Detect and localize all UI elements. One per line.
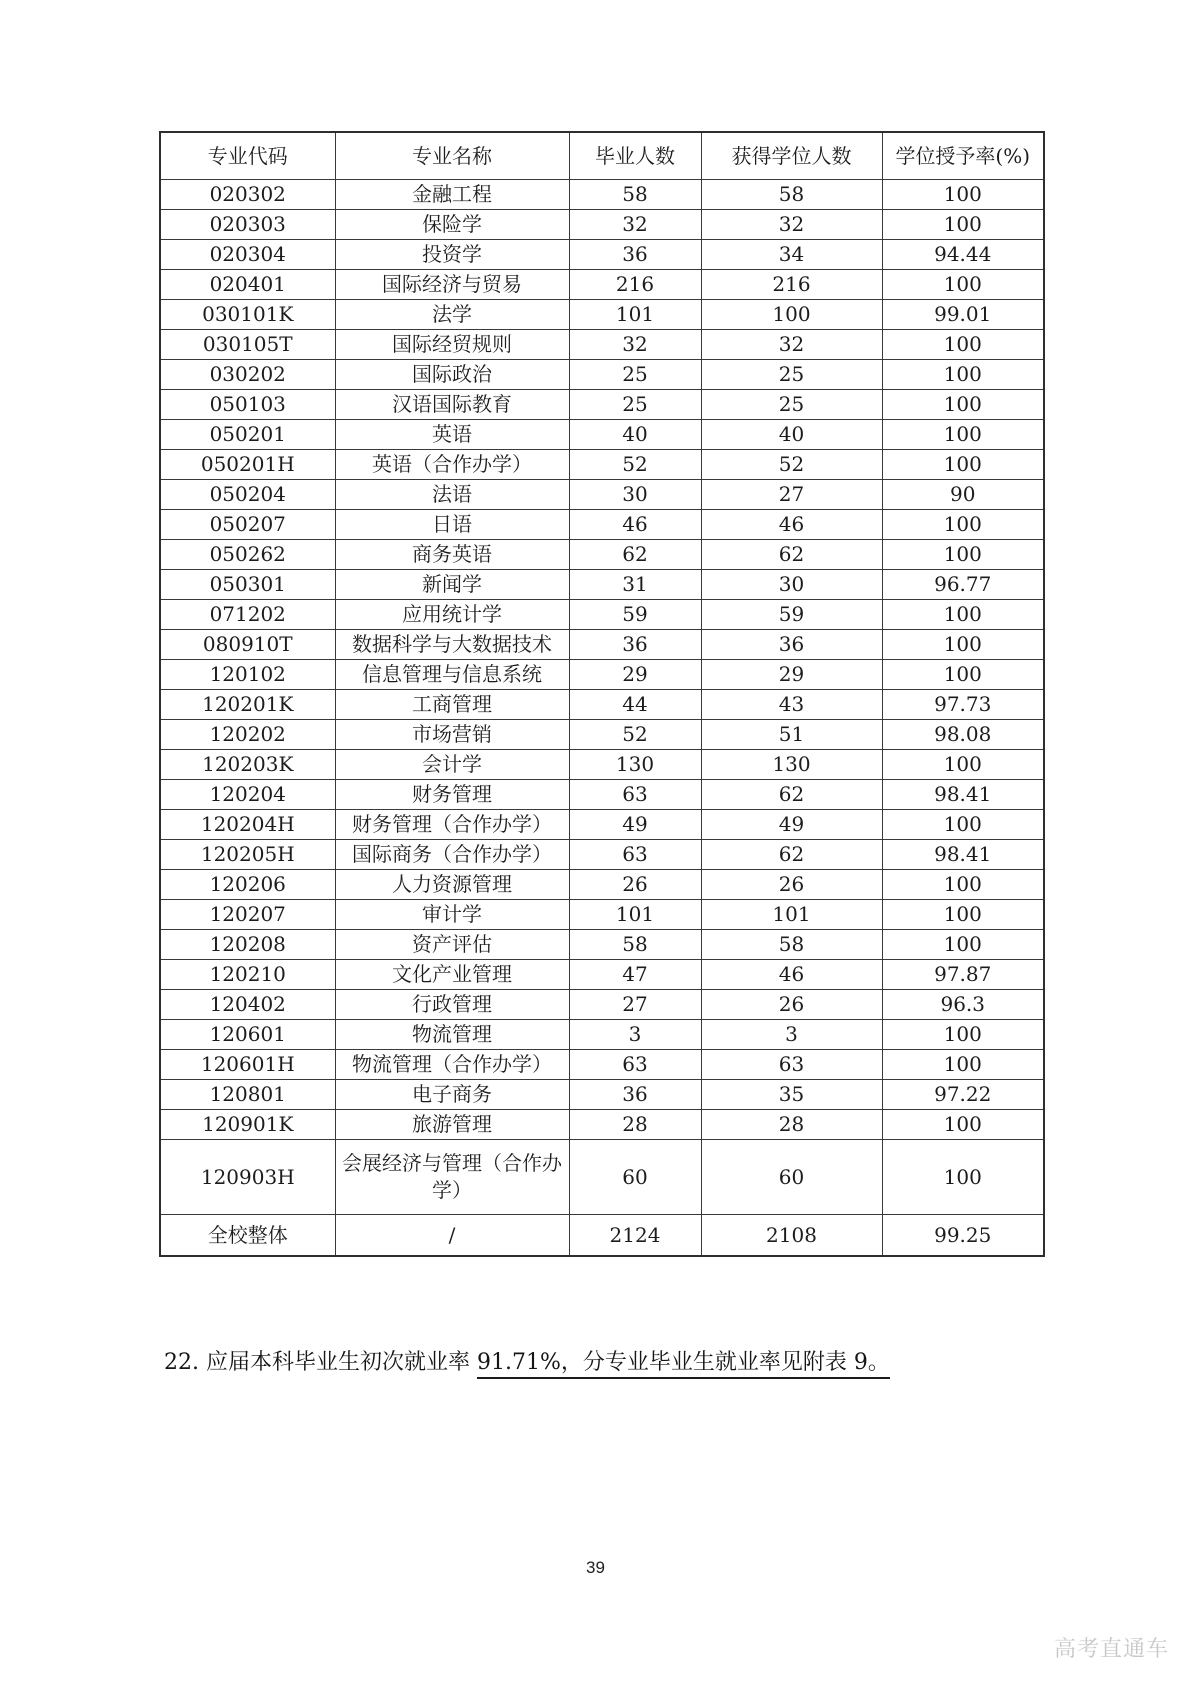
table-cell: 59	[701, 600, 882, 630]
table-cell: 100	[882, 360, 1044, 390]
table-cell: 100	[882, 420, 1044, 450]
table-cell: 58	[569, 930, 701, 960]
table-cell: 25	[701, 390, 882, 420]
table-row	[160, 630, 1044, 660]
table-cell: 26	[701, 870, 882, 900]
table-cell: 120207	[160, 900, 335, 930]
note-underlined: 91.71%，分专业毕业生就业率见附表 9。	[477, 1350, 890, 1379]
table-cell: 法语	[335, 480, 569, 510]
table-cell: 120205H	[160, 840, 335, 870]
table-total-row	[160, 1215, 1044, 1257]
table-cell: 27	[569, 990, 701, 1020]
table-cell: 99.25	[882, 1215, 1044, 1257]
table-row	[160, 690, 1044, 720]
table-cell: 101	[701, 900, 882, 930]
table-row	[160, 810, 1044, 840]
table-row	[160, 300, 1044, 330]
table-cell: 100	[882, 870, 1044, 900]
table-cell: 120402	[160, 990, 335, 1020]
table-cell: 120601	[160, 1020, 335, 1050]
table-row	[160, 720, 1044, 750]
table-row	[160, 390, 1044, 420]
table-cell: 63	[701, 1050, 882, 1080]
table-cell: 会计学	[335, 750, 569, 780]
table-cell: 020302	[160, 180, 335, 210]
table-row	[160, 180, 1044, 210]
table-cell: 080910T	[160, 630, 335, 660]
table-cell: 98.41	[882, 840, 1044, 870]
table-cell: 32	[569, 210, 701, 240]
table-cell: 97.22	[882, 1080, 1044, 1110]
table-cell: 62	[569, 540, 701, 570]
table-cell: 46	[701, 510, 882, 540]
table-cell: 26	[569, 870, 701, 900]
table-cell: 130	[701, 750, 882, 780]
table-cell: 52	[569, 720, 701, 750]
table-cell: 投资学	[335, 240, 569, 270]
table-cell: 物流管理	[335, 1020, 569, 1050]
table-cell: 216	[569, 270, 701, 300]
table-row	[160, 1080, 1044, 1110]
table-cell: 98.41	[882, 780, 1044, 810]
table-cell: 120601H	[160, 1050, 335, 1080]
table-row	[160, 240, 1044, 270]
table-cell: 120201K	[160, 690, 335, 720]
table-cell: 32	[569, 330, 701, 360]
table-cell: 120204H	[160, 810, 335, 840]
column-header: 专业名称	[335, 132, 569, 180]
table-row	[160, 450, 1044, 480]
table-cell: 文化产业管理	[335, 960, 569, 990]
table-row	[160, 960, 1044, 990]
table-cell: 30	[569, 480, 701, 510]
note-text	[164, 1346, 1084, 1379]
table-row	[160, 600, 1044, 630]
table-cell: 工商管理	[335, 690, 569, 720]
table-cell: 020304	[160, 240, 335, 270]
table-cell: 35	[701, 1080, 882, 1110]
table-cell: 29	[569, 660, 701, 690]
table-cell: 36	[569, 240, 701, 270]
table-cell: 国际经贸规则	[335, 330, 569, 360]
table-cell: 32	[701, 330, 882, 360]
table-cell: 050207	[160, 510, 335, 540]
table-cell: 050103	[160, 390, 335, 420]
table-row	[160, 270, 1044, 300]
table-row	[160, 870, 1044, 900]
table-cell: 27	[701, 480, 882, 510]
table-header-row	[160, 132, 1044, 180]
table-cell: 101	[569, 900, 701, 930]
table-cell: 59	[569, 600, 701, 630]
table-cell: 63	[569, 840, 701, 870]
table-cell: 会展经济与管理（合作办学）	[335, 1140, 569, 1215]
table-cell: 44	[569, 690, 701, 720]
table-cell: 100	[882, 630, 1044, 660]
table-cell: 人力资源管理	[335, 870, 569, 900]
table-cell: 100	[882, 510, 1044, 540]
table-cell: 28	[569, 1110, 701, 1140]
table-cell: 应用统计学	[335, 600, 569, 630]
table-cell: 101	[569, 300, 701, 330]
table-row	[160, 780, 1044, 810]
table-body	[160, 180, 1044, 1257]
table-cell: /	[335, 1215, 569, 1257]
table-row	[160, 1050, 1044, 1080]
table-cell: 94.44	[882, 240, 1044, 270]
table-cell: 34	[701, 240, 882, 270]
table-cell: 电子商务	[335, 1080, 569, 1110]
table-cell: 28	[701, 1110, 882, 1140]
table-cell: 信息管理与信息系统	[335, 660, 569, 690]
table-cell: 市场营销	[335, 720, 569, 750]
table-cell: 100	[882, 810, 1044, 840]
table-row	[160, 360, 1044, 390]
table-cell: 100	[882, 1140, 1044, 1215]
table-cell: 120102	[160, 660, 335, 690]
table-cell: 120901K	[160, 1110, 335, 1140]
table-row	[160, 330, 1044, 360]
table-cell: 97.73	[882, 690, 1044, 720]
table-cell: 120903H	[160, 1140, 335, 1215]
table-cell: 36	[701, 630, 882, 660]
table-row	[160, 540, 1044, 570]
column-header: 毕业人数	[569, 132, 701, 180]
table-cell: 49	[569, 810, 701, 840]
table-cell: 100	[882, 270, 1044, 300]
table-cell: 36	[569, 630, 701, 660]
table-cell: 100	[882, 330, 1044, 360]
table-cell: 96.77	[882, 570, 1044, 600]
table-cell: 100	[882, 450, 1044, 480]
table-cell: 行政管理	[335, 990, 569, 1020]
table-cell: 40	[701, 420, 882, 450]
column-header: 专业代码	[160, 132, 335, 180]
table-cell: 100	[882, 660, 1044, 690]
table-cell: 050262	[160, 540, 335, 570]
table-cell: 030202	[160, 360, 335, 390]
table-cell: 51	[701, 720, 882, 750]
table-cell: 58	[701, 180, 882, 210]
table-cell: 120203K	[160, 750, 335, 780]
table-cell: 97.87	[882, 960, 1044, 990]
table-cell: 62	[701, 840, 882, 870]
table-cell: 31	[569, 570, 701, 600]
table-cell: 财务管理	[335, 780, 569, 810]
table-cell: 100	[882, 1050, 1044, 1080]
table-cell: 100	[882, 930, 1044, 960]
table-cell: 90	[882, 480, 1044, 510]
table-cell: 国际商务（合作办学）	[335, 840, 569, 870]
table-cell: 2124	[569, 1215, 701, 1257]
table-cell: 25	[569, 390, 701, 420]
table-cell: 58	[569, 180, 701, 210]
table-cell: 020401	[160, 270, 335, 300]
table-cell: 120202	[160, 720, 335, 750]
column-header: 学位授予率(%)	[882, 132, 1044, 180]
table-cell: 日语	[335, 510, 569, 540]
table-cell: 100	[882, 900, 1044, 930]
table-cell: 52	[569, 450, 701, 480]
table-cell: 020303	[160, 210, 335, 240]
table-cell: 资产评估	[335, 930, 569, 960]
table-row	[160, 420, 1044, 450]
table-row	[160, 840, 1044, 870]
table-cell: 100	[882, 180, 1044, 210]
table-row	[160, 1140, 1044, 1215]
table-row	[160, 210, 1044, 240]
table-row	[160, 1110, 1044, 1140]
table-cell: 新闻学	[335, 570, 569, 600]
table-cell: 47	[569, 960, 701, 990]
table-cell: 46	[701, 960, 882, 990]
table-row	[160, 510, 1044, 540]
table-cell: 数据科学与大数据技术	[335, 630, 569, 660]
table-cell: 43	[701, 690, 882, 720]
table-cell: 050201H	[160, 450, 335, 480]
table-cell: 63	[569, 780, 701, 810]
table-cell: 财务管理（合作办学）	[335, 810, 569, 840]
column-header: 获得学位人数	[701, 132, 882, 180]
table-cell: 国际经济与贸易	[335, 270, 569, 300]
table-cell: 62	[701, 780, 882, 810]
table-cell: 46	[569, 510, 701, 540]
table-cell: 旅游管理	[335, 1110, 569, 1140]
table-cell: 52	[701, 450, 882, 480]
table-cell: 49	[701, 810, 882, 840]
table-cell: 60	[569, 1140, 701, 1215]
table-cell: 英语（合作办学）	[335, 450, 569, 480]
table-cell: 100	[882, 1110, 1044, 1140]
table-cell: 100	[882, 600, 1044, 630]
table-cell: 120801	[160, 1080, 335, 1110]
table-cell: 120210	[160, 960, 335, 990]
table-row	[160, 750, 1044, 780]
note-prefix: 22. 应届本科毕业生初次就业率	[164, 1350, 477, 1375]
table-cell: 030101K	[160, 300, 335, 330]
table-cell: 金融工程	[335, 180, 569, 210]
table-cell: 36	[569, 1080, 701, 1110]
table-row	[160, 660, 1044, 690]
table-cell: 100	[882, 750, 1044, 780]
table-row	[160, 900, 1044, 930]
table-row	[160, 480, 1044, 510]
table-cell: 国际政治	[335, 360, 569, 390]
table-cell: 100	[701, 300, 882, 330]
table-cell: 050201	[160, 420, 335, 450]
table-row	[160, 1020, 1044, 1050]
table-cell: 3	[569, 1020, 701, 1050]
table-cell: 216	[701, 270, 882, 300]
table-row	[160, 930, 1044, 960]
table-cell: 58	[701, 930, 882, 960]
page-number: 39	[586, 1558, 605, 1577]
table-cell: 英语	[335, 420, 569, 450]
table-cell: 100	[882, 540, 1044, 570]
table-cell: 2108	[701, 1215, 882, 1257]
table-cell: 120206	[160, 870, 335, 900]
table-cell: 商务英语	[335, 540, 569, 570]
table-cell: 100	[882, 1020, 1044, 1050]
table-cell: 030105T	[160, 330, 335, 360]
table-cell: 审计学	[335, 900, 569, 930]
table-cell: 100	[882, 390, 1044, 420]
table-cell: 120208	[160, 930, 335, 960]
table-cell: 29	[701, 660, 882, 690]
table-cell: 26	[701, 990, 882, 1020]
table-cell: 100	[882, 210, 1044, 240]
table-cell: 法学	[335, 300, 569, 330]
table-cell: 071202	[160, 600, 335, 630]
table-cell: 25	[569, 360, 701, 390]
table-cell: 保险学	[335, 210, 569, 240]
table-row	[160, 990, 1044, 1020]
table-row	[160, 570, 1044, 600]
table-cell: 25	[701, 360, 882, 390]
table-cell: 3	[701, 1020, 882, 1050]
table-cell: 32	[701, 210, 882, 240]
table-cell: 全校整体	[160, 1215, 335, 1257]
table-cell: 物流管理（合作办学）	[335, 1050, 569, 1080]
degree-award-table	[159, 131, 1045, 1257]
table-cell: 63	[569, 1050, 701, 1080]
table-cell: 050301	[160, 570, 335, 600]
table-cell: 40	[569, 420, 701, 450]
table-cell: 98.08	[882, 720, 1044, 750]
table-cell: 30	[701, 570, 882, 600]
table-cell: 96.3	[882, 990, 1044, 1020]
table-cell: 62	[701, 540, 882, 570]
watermark: 高考直通车	[1053, 1636, 1169, 1661]
table-cell: 99.01	[882, 300, 1044, 330]
table-cell: 120204	[160, 780, 335, 810]
table-cell: 60	[701, 1140, 882, 1215]
table-cell: 汉语国际教育	[335, 390, 569, 420]
table-cell: 130	[569, 750, 701, 780]
table-cell: 050204	[160, 480, 335, 510]
